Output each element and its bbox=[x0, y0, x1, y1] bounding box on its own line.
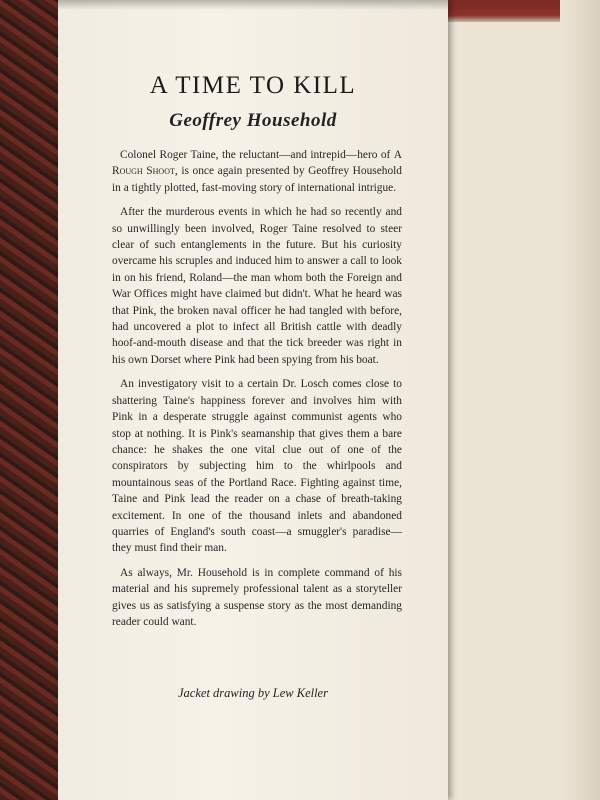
previous-book-title: A Rough Shoot bbox=[112, 149, 402, 178]
flap-shadow bbox=[58, 0, 448, 10]
book-author: Geoffrey Household bbox=[169, 110, 337, 131]
book-title: A TIME TO KILL bbox=[149, 72, 357, 99]
blurb-paragraph-3: An investigatory visit to a certain Dr. Losch comes close to shattering Taine's happiness forever and involves him with Pink in a desperate struggle against communist agents who stop at nothing. It is Pink's seamanship that gives them a bare chance: he shakes the one vital clue out of one of the conspirators by subjecting him to the whirlpools and mountainous seas of the Portland Race. Fighting against time, Taine and Pink lead the reader on a chase of breath-taking excitement. In one of the thousand inlets and abandoned quarries of England's south coast—a smuggler's paradise—they must find their man. bbox=[112, 378, 402, 555]
blurb-paragraph-4: As always, Mr. Household is in complete command of his material and his supremely professional talent as a storyteller gives us as satisfying a suspense story as the most demanding reader could want. bbox=[112, 566, 402, 628]
jacket-credit: Jacket drawing by Lew Keller bbox=[178, 686, 328, 700]
blurb-paragraph-1: Colonel Roger Taine, the reluctant—and intrepid—hero of A Rough Shoot, is once again presented by Geoffrey Household in a tightly plotted, fast-moving story of international intrigue. bbox=[112, 149, 403, 194]
book-board-edge bbox=[560, 0, 600, 800]
blurb-paragraph-2: After the murderous events in which he had so recently and so unwillingly been involved, Roger Taine resolved to steer clear of such entanglements in the future. But his curiosity overcame his scruples and induced him to answer a call to look in on his friend, Roland—the man whom both the Foreign and War Offices might have claimed but didn't. What he heard was that Pink, the broken naval officer he had tangled with before, had uncovered a plot to infect all British cattle with deadly hoof-and-mouth disease and that the tick breeder was right in his own Dorset where Pink had been spying from his boat. bbox=[112, 206, 402, 366]
jacket-blurb bbox=[112, 147, 402, 638]
